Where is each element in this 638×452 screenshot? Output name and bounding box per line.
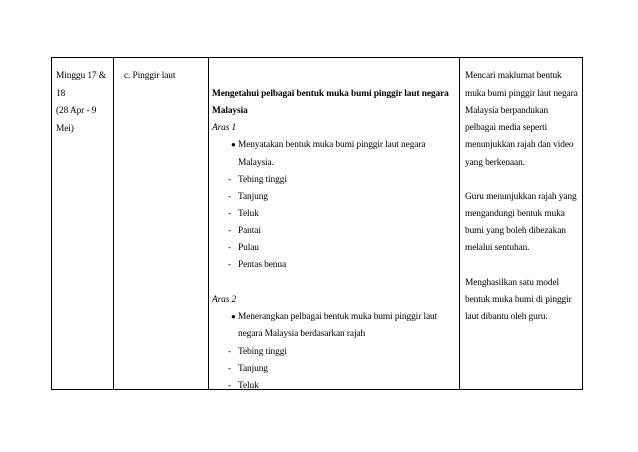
- activity-1-line: yang berkenaan.: [465, 158, 525, 168]
- activity-3-line: Menghasilkan satu model: [465, 278, 560, 288]
- activity-1-line: muka bumi pinggir laut negara: [465, 89, 578, 99]
- dash-icon: -: [228, 226, 232, 236]
- level-1-bullet-line-1: Menyatakan bentuk muka bumi pinggir laut negara: [238, 140, 426, 150]
- topic-cell: [114, 58, 209, 390]
- dash-icon: -: [228, 243, 232, 253]
- activity-1-line: menunjukkan rajah dan video: [465, 140, 574, 150]
- table-row: [52, 58, 583, 390]
- activity-3-line: bentuk muka bumi di pinggir: [465, 295, 572, 305]
- activity-1-line: Mencari maklumat bentuk: [465, 71, 562, 81]
- level-1-item: Teluk: [238, 209, 259, 219]
- activity-3-line: laut dibantu oleh guru.: [465, 312, 548, 322]
- level-2-item: Tanjung: [238, 364, 268, 374]
- level-1-bullet-line-2: Malaysia.: [238, 158, 274, 168]
- activities-cell: [460, 58, 583, 390]
- dash-icon: -: [228, 381, 232, 391]
- dash-icon: -: [228, 209, 232, 219]
- activity-2-line: bumi yang boleh dibezakan: [465, 226, 566, 236]
- week-line-2: 18: [56, 89, 66, 99]
- level-1-item: Tebing tinggi: [238, 175, 287, 185]
- level-1-item: Pantai: [238, 226, 261, 236]
- objective-title-line-2: Malaysia: [212, 106, 248, 116]
- week-line-1: Minggu 17 &: [56, 71, 106, 81]
- activity-1-line: pelbagai media seperti: [465, 123, 548, 133]
- level-1-item: Pulau: [238, 243, 259, 253]
- objective-title-line-1: Mengetahui pelbagai bentuk muka bumi pinggir laut negara: [212, 89, 449, 99]
- dash-icon: -: [228, 192, 232, 202]
- activity-2-line: melalui sentuhan.: [465, 243, 530, 253]
- level-2-bullet-line-1: Menerangkan pelbagai bentuk muka bumi pinggir laut: [238, 312, 438, 322]
- level-2-item: Teluk: [238, 381, 259, 391]
- dash-icon: -: [228, 364, 232, 374]
- dash-icon: -: [228, 347, 232, 357]
- lesson-plan-table: [51, 57, 583, 390]
- topic-label: c. Pinggir laut: [124, 71, 176, 81]
- bullet-icon: ●: [231, 312, 236, 321]
- week-cell: [52, 58, 114, 390]
- level-1-item: Tanjung: [238, 192, 268, 202]
- objectives-cell: [209, 58, 460, 390]
- activity-2-line: Guru menunjukkan rajah yang: [465, 192, 577, 202]
- level-2-bullet-line-2: negara Malaysia berdasarkan rajah: [238, 329, 366, 339]
- bullet-icon: ●: [231, 140, 236, 149]
- level-2-item: Tebing tinggi: [238, 347, 287, 357]
- level-2-label: Aras 2: [212, 295, 237, 305]
- level-1-label: Aras 1: [212, 123, 237, 133]
- week-line-4: Mei): [56, 124, 74, 134]
- activity-2-line: mengandungi bentuk muka: [465, 209, 565, 219]
- activity-1-line: Malaysia berpandukan: [465, 106, 549, 116]
- dash-icon: -: [228, 175, 232, 185]
- dash-icon: -: [228, 260, 232, 270]
- level-1-item: Pentas benua: [238, 260, 287, 270]
- week-line-3: (28 Apr - 9: [56, 106, 97, 116]
